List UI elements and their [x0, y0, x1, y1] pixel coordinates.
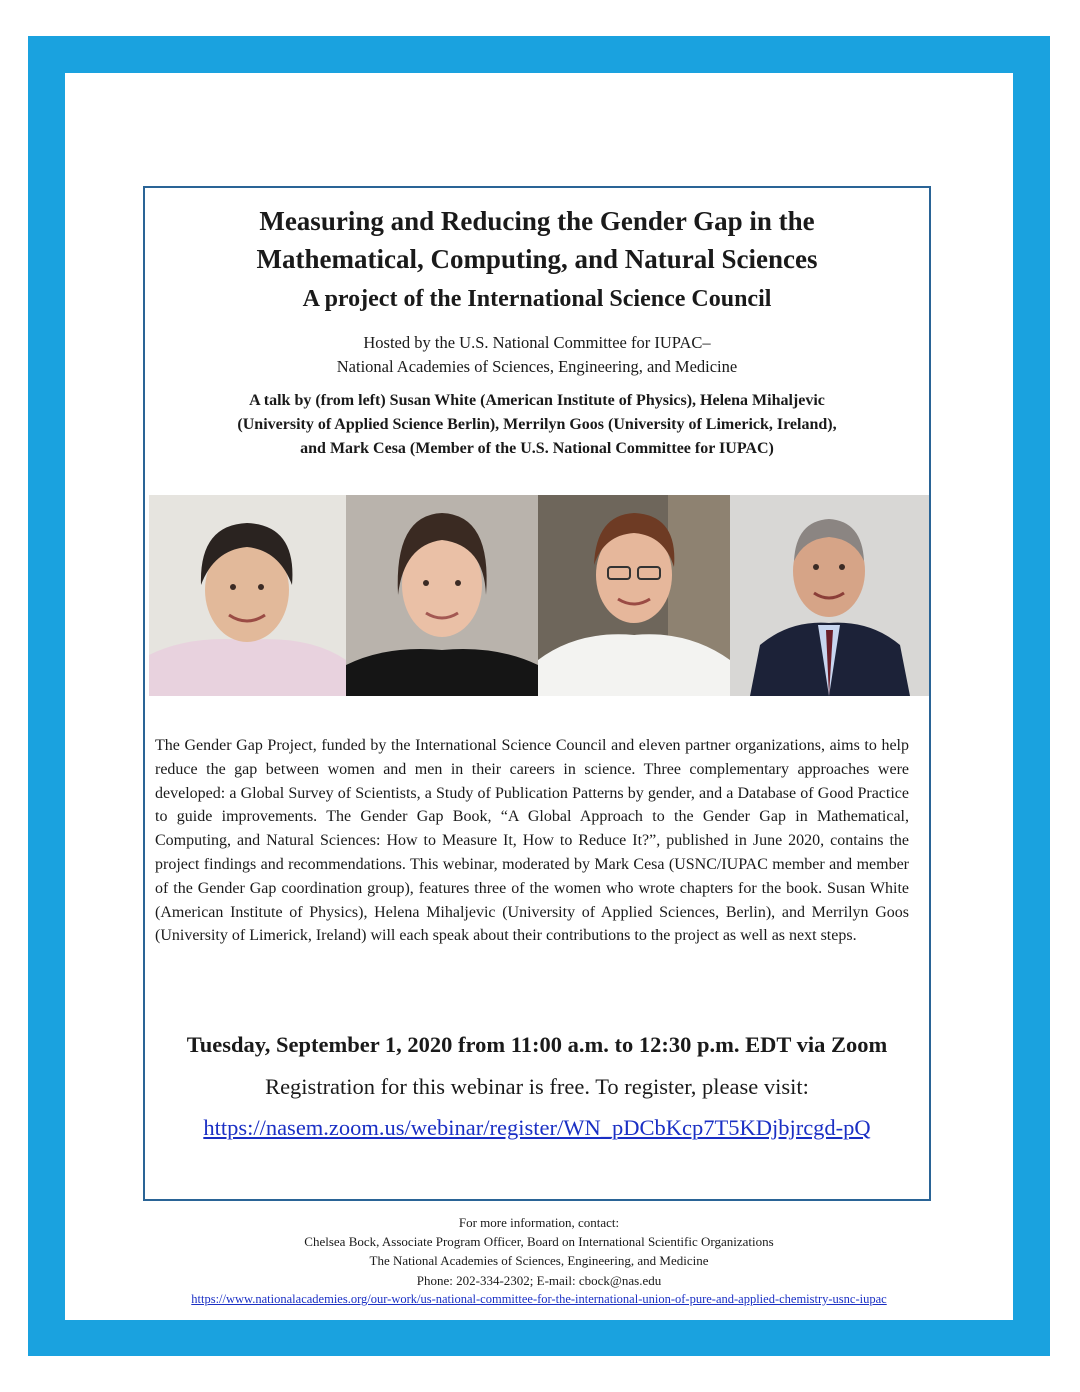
hosted-line-2: National Academies of Sciences, Engineering, and Medicine — [336, 357, 738, 376]
registration-note: Registration for this webinar is free. To register, please visit: — [265, 1074, 809, 1099]
description-paragraph: The Gender Gap Project, funded by the International Science Council and eleven partner organizations, aims to help reduce the gap between women and men in their careers in science. Three complementary approaches were developed: a Global Survey of Scientists, a Study of Publication Patterns by gender, and a Database of Good Practice to guide improvements. The Gender Gap Book, “A Global Approach to the Gender Gap in Mathematical, Computing, and Natural Sciences: How to Measure It, How to Reduce It?”, published in June 2020, contains the project findings and recommendations. This webinar, moderated by Mark Cesa (USNC/IUPAC member and member of the Gender Gap coordination group), features three of the women who wrote chapters for the book. Susan White (American Institute of Physics), Helena Mihaljevic (University of Applied Sciences, Berlin), and Merrilyn Goos (University of Limerick, Ireland) will each speak about their contributions to the project as well as next steps. — [155, 737, 909, 945]
talk-line-3: and Mark Cesa (Member of the U.S. National Committee for IUPAC) — [300, 440, 774, 457]
talk-line-1: A talk by (from left) Susan White (American Institute of Physics), Helena Mihaljevic — [249, 392, 825, 409]
title-line-2: Mathematical, Computing, and Natural Sciences — [256, 244, 818, 274]
flyer-box — [143, 186, 931, 1201]
flyer-subtitle: A project of the International Science Council — [302, 286, 772, 312]
talk-line-2: (University of Applied Science Berlin), Merrilyn Goos (University of Limerick, Ireland), — [237, 416, 837, 433]
hosted-by — [145, 331, 929, 379]
title-line-1: Measuring and Reducing the Gender Gap in the — [259, 206, 815, 236]
footer-line-3: The National Academies of Sciences, Engineering, and Medicine — [369, 1253, 709, 1269]
flyer-title — [145, 202, 929, 278]
hosted-line-1: Hosted by the U.S. National Committee for IUPAC– — [363, 333, 711, 352]
footer-line-1: For more information, contact: — [458, 1215, 620, 1230]
speaker-photo-2 — [346, 495, 538, 696]
speaker-photos — [149, 495, 929, 696]
event-date: Tuesday, September 1, 2020 from 11:00 a.m. to 12:30 p.m. EDT via Zoom — [186, 1032, 888, 1057]
speaker-photo-1 — [149, 495, 346, 696]
contact-footer — [65, 1213, 1013, 1309]
registration-link[interactable]: https://nasem.zoom.us/webinar/register/WN_pDCbKcp7T5KDjbjrcgd-pQ — [203, 1115, 871, 1140]
footer-line-4: Phone: 202-334-2302; E-mail: cbock@nas.edu — [416, 1272, 662, 1288]
registration-link-wrap — [145, 1115, 929, 1141]
speakers — [145, 389, 929, 461]
speaker-photo-3 — [538, 495, 730, 696]
footer-line-2: Chelsea Bock, Associate Program Officer, Board on International Scientific Organizations — [304, 1234, 774, 1250]
footer-link[interactable]: https://www.nationalacademies.org/our-work/us-national-committee-for-the-international-union-of-pure-and-applied-chemistry-usnc-iupac — [191, 1291, 887, 1306]
speaker-photo-4 — [730, 495, 929, 696]
